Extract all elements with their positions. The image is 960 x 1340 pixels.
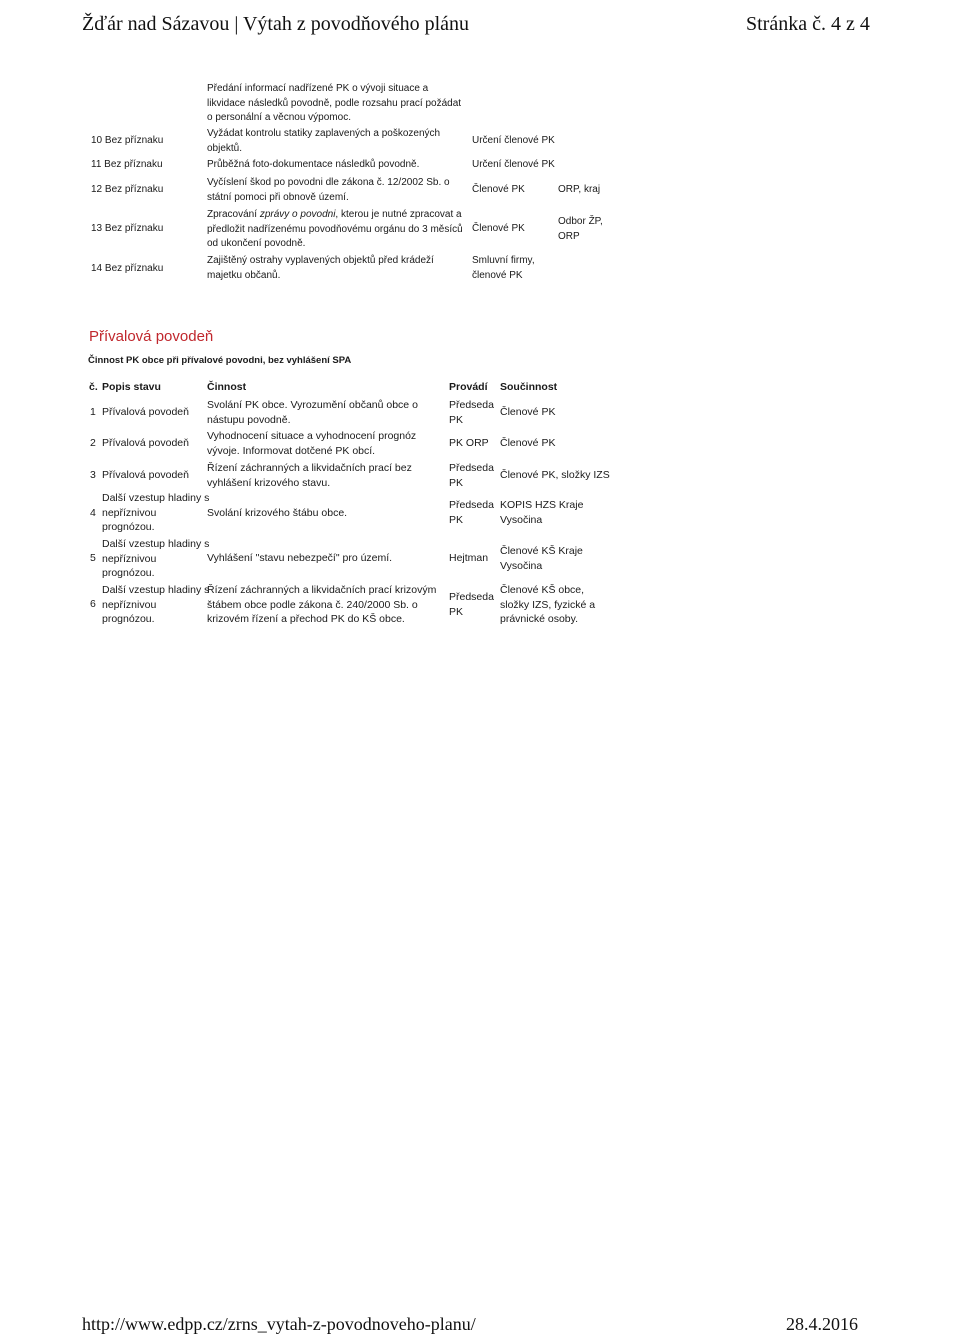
row-label: 12 Bez příznaku — [91, 184, 164, 195]
row-state: Další vzestup hladiny s nepříznivou prognózou. — [102, 584, 210, 625]
section-subtitle: Činnost PK obce při přívalové povodni, bez vyhlášení SPA — [88, 355, 352, 366]
row-performer: Určení členové PK — [472, 159, 555, 170]
footer-url: http://www.edpp.cz/zrns_vytah-z-povodnoveho-planu/ — [82, 1314, 476, 1334]
section-title: Přívalová povodeň — [89, 328, 214, 345]
header-no: č. — [89, 381, 98, 393]
row-activity: Vyhodnocení situace a vyhodnocení prognóz vývoje. Informovat dotčené PK obcí. — [207, 430, 417, 457]
header-state: Popis stavu — [102, 381, 161, 393]
page-header-title: Žďár nad Sázavou | Výtah z povodňového plánu — [82, 13, 470, 35]
row-label: 14 Bez příznaku — [91, 263, 164, 274]
row-activity: Zajištěný ostrahy vyplavených objektů před krádeží majetku občanů. — [207, 255, 434, 281]
row-activity: Vyhlášení "stavu nebezpečí" pro území. — [207, 552, 393, 564]
row-cooperation: Členové KŠ obce, složky IZS, fyzické a právnické osoby. — [500, 584, 596, 625]
intro-activity: Předání informací nadřízené PK o vývoji situace a likvidace následků povodně, podle rozsahu prací požádat o personální a věcnou výpomoc. — [207, 83, 462, 123]
row-cooperation: ORP, kraj — [558, 184, 601, 195]
row-performer: Členové PK — [472, 223, 525, 234]
row-state: Přívalová povodeň — [102, 437, 189, 449]
row-activity: Vyžádat kontrolu statiky zaplavených a poškozených objektů. — [207, 128, 441, 154]
row-performer: Předseda PK — [449, 399, 494, 426]
row-performer: Předseda PK — [449, 591, 494, 618]
row-cooperation: Členové KŠ Kraje Vysočina — [500, 545, 583, 572]
row-activity: Zpracování zprávy o povodni, kterou je nutné zpracovat a předložit nadřízenému povodňovému orgánu do 3 měsíců od ukončení povodně. — [207, 209, 463, 249]
row-no: 6 — [90, 598, 96, 610]
row-no: 2 — [90, 437, 96, 449]
row-activity: Svolání PK obce. Vyrozumění občanů obce o nástupu povodně. — [207, 399, 418, 426]
row-cooperation: KOPIS HZS Kraje Vysočina — [500, 499, 584, 526]
row-performer: Předseda PK — [449, 499, 494, 526]
header-cooperation: Součinnost — [500, 381, 558, 393]
row-activity: Řízení záchranných a likvidačních prací krizovým štábem obce podle zákona č. 240/2000 Sb. o krizovém řízení a přechod PK do KŠ obce. — [207, 584, 437, 625]
row-label: 10 Bez příznaku — [91, 135, 164, 146]
row-no: 4 — [90, 507, 96, 519]
row-activity: Vyčíslení škod po povodni dle zákona č. 12/2002 Sb. o státní pomoci při obnově území. — [207, 177, 450, 203]
header-performer: Provádí — [449, 381, 488, 393]
row-performer: Hejtman — [449, 552, 489, 564]
row-performer: PK ORP — [449, 437, 489, 449]
row-activity: Svolání krizového štábu obce. — [207, 507, 348, 519]
row-performer: Členové PK — [472, 184, 525, 195]
row-no: 3 — [90, 469, 96, 481]
row-performer: Určení členové PK — [472, 135, 555, 146]
row-activity: Řízení záchranných a likvidačních prací bez vyhlášení krizového stavu. — [207, 462, 412, 489]
row-cooperation: Členové PK — [500, 437, 556, 449]
page-number: Stránka č. 4 z 4 — [746, 13, 870, 35]
row-cooperation: Odbor ŽP, ORP — [558, 216, 603, 242]
row-state: Další vzestup hladiny s nepříznivou prognózou. — [102, 538, 210, 579]
row-label: 13 Bez příznaku — [91, 223, 164, 234]
footer-date: 28.4.2016 — [786, 1314, 858, 1334]
row-performer: Smluvní firmy, členové PK — [472, 255, 535, 281]
row-cooperation: Členové PK — [500, 406, 556, 418]
row-state: Přívalová povodeň — [102, 406, 189, 418]
row-cooperation: Členové PK, složky IZS — [500, 469, 610, 481]
row-no: 5 — [90, 552, 96, 564]
row-state: Další vzestup hladiny s nepříznivou prognózou. — [102, 492, 210, 533]
row-activity: Průběžná foto-dokumentace následků povodně. — [207, 159, 420, 170]
row-no: 1 — [90, 406, 96, 418]
row-label: 11 Bez příznaku — [91, 159, 163, 170]
row-performer: Předseda PK — [449, 462, 494, 489]
row-state: Přívalová povodeň — [102, 469, 189, 481]
header-activity: Činnost — [207, 381, 247, 393]
